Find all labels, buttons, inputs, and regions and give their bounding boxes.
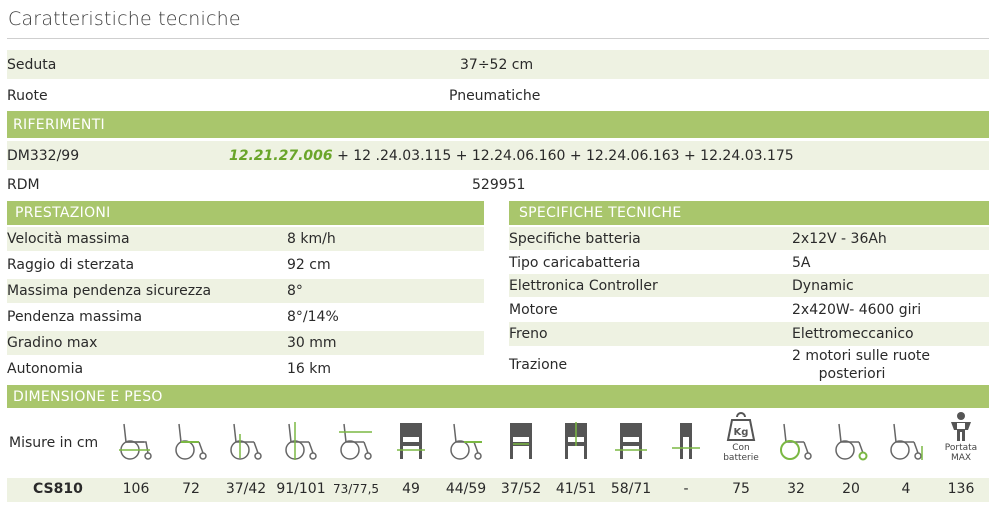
row-value: 2x12V - 36Ah [792,230,887,247]
row-value-line2: posteriori [818,366,886,382]
dimension-value: 72 [182,481,200,497]
row-value: 37÷52 cm [460,56,534,73]
section-header-label: DIMENSIONE E PESO [13,388,163,405]
highlighted-code: 12.21.27.006 [229,147,333,164]
wheelchair-side-seat-height-icon [109,410,163,478]
wheelchair-side-rear-wheel-icon [824,410,878,478]
section-header-dimensioni [7,385,989,408]
row-value: Pneumatiche [449,87,541,104]
row-value-line1: 2 motori sulle ruote [792,348,931,364]
table-row [7,331,484,355]
wheelchair-side-height-icon [274,410,328,478]
wheelchair-side-front-wheel-icon [879,410,933,478]
dimension-values-row [7,478,989,502]
wheelchair-front-width-icon [384,410,438,478]
table-row [7,227,484,251]
section-header-riferimenti [7,111,989,138]
icon-note-line1: Portata [944,443,978,453]
table-row [509,251,989,274]
section-header-label: SPECIFICHE TECNICHE [519,205,682,221]
table-row [7,279,484,303]
wheelchair-side-wheel-icon [769,410,823,478]
section-header-specifiche [509,201,989,225]
row-label: Velocità massima [7,231,130,247]
dimension-value: 49 [402,481,420,497]
dimension-value: - [683,481,689,497]
dimension-value: 44/59 [445,481,487,497]
wheelchair-front-folded-width-icon [659,410,713,478]
wheelchair-side-armrest-icon [439,410,493,478]
person-max-load-icon [934,410,988,478]
dimension-value: 32 [787,481,805,497]
row-value [792,347,931,383]
row-label: Trazione [509,357,568,373]
row-value: 8° [287,283,303,299]
dimension-value: 4 [901,481,911,497]
wheelchair-front-seat-width-icon [494,410,548,478]
dimension-value: 41/51 [555,481,597,497]
title-divider [7,38,989,39]
dimension-value: 106 [122,481,150,497]
row-label: DM332/99 [7,147,80,164]
icon-note-line2: MAX [950,453,972,463]
table-row-seduta [7,50,989,79]
icon-note-line1: Con [732,443,750,453]
table-row [7,357,484,381]
row-value: 2x420W- 4600 giri [792,302,922,318]
table-row [509,227,989,250]
weight-kg-icon [714,410,768,478]
row-label: Massima pendenza sicurezza [7,283,212,299]
dimension-value: 58/71 [610,481,652,497]
dimension-value: 75 [732,481,750,497]
table-row [7,305,484,329]
row-value: 30 mm [287,335,337,351]
codes-text: + 12 .24.03.115 + 12.24.06.160 + 12.24.06.163 + 12.24.03.175 [337,147,794,164]
dimension-value: 37/42 [225,481,267,497]
page-title: Caratteristiche tecniche [8,8,241,30]
row-value: 8 km/h [287,231,336,247]
dimension-value: 91/101 [276,481,326,497]
row-label: Raggio di sterzata [7,257,135,273]
dimension-value: 73/77,5 [332,482,380,496]
row-label: Pendenza massima [7,309,143,325]
table-row [509,298,989,322]
row-label: Freno [509,326,548,342]
row-label: Autonomia [7,361,84,377]
row-value: Dynamic [792,277,854,294]
table-row-ruote [7,81,989,110]
row-label: Gradino max [7,335,98,351]
wheelchair-side-length-icon [329,410,383,478]
row-label: Tipo caricabatteria [509,254,641,271]
measure-label: Misure in cm [9,435,99,451]
kg-label: Kg [733,427,749,438]
row-label: Elettronica Controller [509,277,658,294]
section-header-label: RIFERIMENTI [13,116,105,133]
row-value: Elettromeccanico [792,326,914,342]
section-header-prestazioni [7,201,484,225]
row-label: Seduta [7,56,57,73]
icon-note-line2: batterie [723,453,759,463]
model-name: CS810 [33,481,83,497]
table-row [509,346,989,384]
row-value: 5A [792,254,811,271]
row-value: 92 cm [287,257,331,273]
row-label: Specifiche batteria [509,230,641,247]
wheelchair-side-seat-depth-icon [164,410,218,478]
table-row [509,274,989,297]
table-row [509,322,989,346]
table-row-rdm [7,170,989,199]
row-value: 16 km [287,361,332,377]
row-value: 529951 [472,176,526,193]
dimension-icons-row [7,410,989,478]
dimension-value: 136 [947,481,975,497]
wheelchair-front-folded-icon [604,410,658,478]
row-label: Motore [509,302,558,318]
wheelchair-front-backrest-icon [549,410,603,478]
dimension-value: 37/52 [500,481,542,497]
table-row [7,253,484,277]
row-label: Ruote [7,87,48,104]
wheelchair-side-seat-width-icon [219,410,273,478]
dimension-value: 20 [842,481,860,497]
row-value: 8°/14% [287,309,339,325]
section-header-label: PRESTAZIONI [15,205,111,221]
row-label: RDM [7,176,40,193]
table-row-dm332 [7,141,989,170]
